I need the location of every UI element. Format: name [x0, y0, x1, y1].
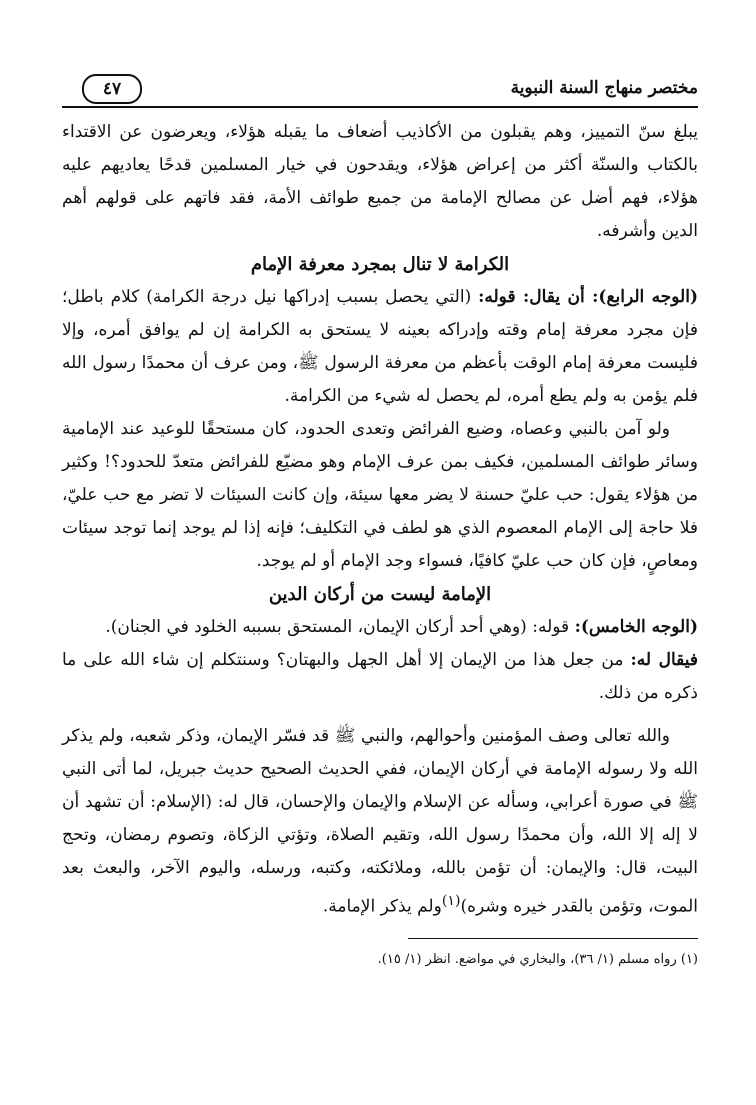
paragraph-6-text: والله تعالى وصف المؤمنين وأحوالهم، والنبي ﷺ قد فسّر الإيمان، وذكر شعبه، ولم يذكر الله ولا رسوله الإمامة في أركان الإيمان، ففي الحديث الصحيح حديث جبريل، لما أتى النبي ﷺ في صورة أعرابي، وسأله عن الإسلام والإيمان والإحسان، قال له: (الإسلام: أن تشهد أن لا إله إلا الله، وأن محمدًا رسول الله، وتقيم الصلاة، وتؤتي الزكاة، وتصوم رمضان، وتحج البيت، قال: والإيمان: أن تؤمن بالله، وملائكته، وكتبه، ورسله، واليوم الآخر، والبعث بعد الموت، وتؤمن بالقدر خيره وشره)	[62, 726, 698, 917]
section-heading-1: الكرامة لا تنال بمجرد معرفة الإمام	[250, 254, 510, 275]
running-title: مختصر منهاج السنة النبوية	[510, 78, 698, 98]
paragraph-2-lead: (الوجه الرابع): أن يقال: قوله:	[478, 287, 698, 307]
page-body	[62, 116, 698, 924]
page-header	[62, 70, 698, 108]
section-heading-2: الإمامة ليست من أركان الدين	[268, 584, 492, 605]
paragraph-5-lead: فيقال له:	[630, 650, 699, 670]
paragraph-2-text: (التي يحصل بسبب إدراكها نيل درجة الكرامة) كلام باطل؛ فإن مجرد معرفة إمام وقته وإدراكه بعينه لا يستحق به الكرامة إن لم يوافق أمره، وإلا فليست معرفة إمام الوقت بأعظم من معرفة الرسول ﷺ، ومن عرف أن محمدًا رسول الله فلم يؤمن به ولم يطع أمره، لم يحصل له شيء من الكرامة.	[62, 287, 698, 406]
footnote-reference: (١)	[441, 893, 461, 909]
paragraph-4-text: قوله: (وهي أحد أركان الإيمان، المستحق بسببه الخلود في الجنان).	[105, 617, 570, 637]
paragraph-4	[62, 611, 698, 644]
paragraph-5	[62, 644, 698, 710]
paragraph-4-lead: (الوجه الخامس):	[574, 617, 698, 637]
page-number: ٤٧	[82, 74, 142, 104]
paragraph-6-end: ولم يذكر الإمامة.	[322, 896, 442, 917]
paragraph-3: ولو آمن بالنبي وعصاه، وضيع الفرائض وتعدى الحدود، كان مستحقًا للوعيد عند الإمامية وسائر طوائف المسلمين، فكيف بمن عرف الإمام وهو مضيّع للفرائض متعدّ للحدود؟! وكثير من هؤلاء يقول: حب عليّ حسنة لا يضر معها سيئة، وإن كانت السيئات لا تضر مع حب عليّ، فلا حاجة إلى الإمام المعصوم الذي هو لطف في التكليف؛ فإنه إذا لم يوجد إنما توجد سيئات ومعاصٍ، فإن كان حب عليّ كافيًا، فسواء وجد الإمام أو لم يوجد.	[62, 419, 698, 571]
paragraph-1: يبلغ سنّ التمييز، وهم يقبلون من الأكاذيب أضعاف ما يقبله هؤلاء، ويعرضون عن الاقتداء بالكتاب والسنّة أكثر من إعراض هؤلاء، ويقدحون في خيار المسلمين قدحًا يعاديهم عليه هؤلاء، فهم أضل عن مصالح الإمامة من جميع طوائف الأمة، فقد فاتهم على قولهم أهم الدين وأشرفه.	[62, 122, 698, 241]
paragraph-5-text: من جعل هذا من الإيمان إلا أهل الجهل والبهتان؟ وسنتكلم إن شاء الله على ما ذكره من ذلك.	[62, 650, 698, 703]
header-rule	[62, 106, 698, 108]
paragraph-2	[62, 281, 698, 413]
footnote: (١) رواه مسلم (١/ ٣٦)، والبخاري في مواضع. انظر (١/ ١٥).	[377, 951, 698, 967]
paragraph-6	[62, 720, 698, 924]
footnote-separator	[408, 938, 698, 939]
book-page	[62, 70, 698, 1070]
